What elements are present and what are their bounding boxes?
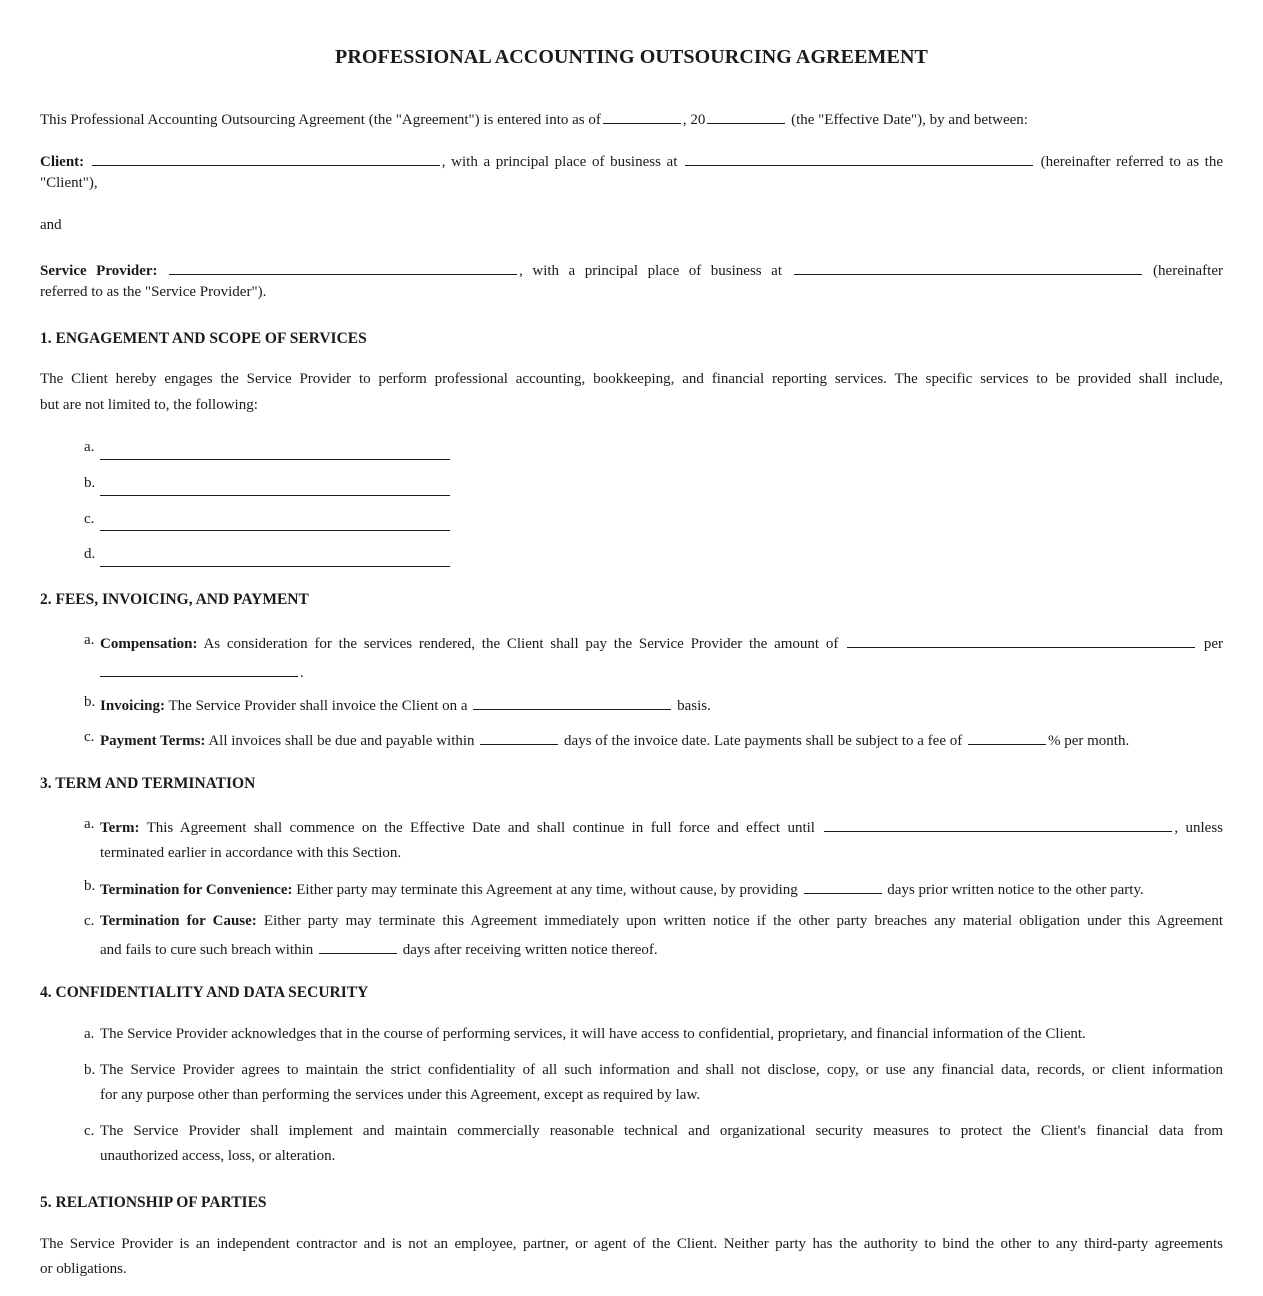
service-item-b-marker: b. xyxy=(84,475,96,491)
intro-text-3: (the "Effective Date"), by and between: xyxy=(791,112,1028,128)
termination-convenience-line xyxy=(100,874,1223,903)
compensation-per: per xyxy=(1203,636,1224,652)
termination-cause-label: Termination for Cause: xyxy=(100,913,257,929)
client-name-blank[interactable] xyxy=(92,146,440,166)
compensation-label: Compensation: xyxy=(100,636,198,652)
termination-cause-line-1 xyxy=(100,909,1223,934)
confidentiality-item-c xyxy=(84,1119,1223,1169)
compensation-marker: a. xyxy=(84,632,95,648)
term-marker: a. xyxy=(84,816,95,832)
invoicing-marker: b. xyxy=(84,694,96,710)
termination-convenience-text-1: Either party may terminate this Agreement at any time, without cause, by providing xyxy=(296,882,798,898)
invoicing-text: The Service Provider shall invoice the Client on a xyxy=(168,698,468,714)
termination-cause-marker: c. xyxy=(84,913,95,929)
compensation-text: As consideration for the services rendered, the Client shall pay the Service Provider the amount of xyxy=(203,636,839,652)
provider-text-2: (hereinafter xyxy=(1153,263,1223,279)
section-2-heading: 2. FEES, INVOICING, AND PAYMENT xyxy=(40,591,309,608)
section-1-heading: 1. ENGAGEMENT AND SCOPE OF SERVICES xyxy=(40,330,367,347)
term-end-date-blank[interactable] xyxy=(824,812,1172,832)
termination-cause-line-2 xyxy=(100,934,1223,963)
compensation-line-2 xyxy=(100,657,1223,686)
compensation-line-1 xyxy=(100,628,1223,657)
payment-days-blank[interactable] xyxy=(480,725,558,745)
effective-date-year-blank[interactable] xyxy=(707,104,785,124)
invoicing-item xyxy=(84,690,1223,719)
provider-text-1: , with a principal place of business at xyxy=(519,263,782,279)
confidentiality-b-marker: b. xyxy=(84,1062,96,1078)
client-text-1: , with a principal place of business at xyxy=(441,154,678,170)
termination-cause-text-1: Either party may terminate this Agreement immediately upon written notice if the other party breaches any material obligation under this Agreement xyxy=(263,913,1224,929)
intro-text-1: This Professional Accounting Outsourcing Agreement (the "Agreement") is entered into as of xyxy=(40,112,601,128)
confidentiality-c-line-1: The Service Provider shall implement and maintain commercially reasonable technical and organizational security measures to protect the Client's financial data from xyxy=(100,1123,1223,1139)
late-fee-percent-blank[interactable] xyxy=(968,725,1046,745)
payment-terms-text-2: days of the invoice date. Late payments shall be subject to a fee of xyxy=(564,733,963,749)
section-4-heading: 4. CONFIDENTIALITY AND DATA SECURITY xyxy=(40,984,369,1001)
service-item-d-blank[interactable] xyxy=(100,547,450,567)
document-title: PROFESSIONAL ACCOUNTING OUTSOURCING AGREEMENT xyxy=(335,46,928,68)
confidentiality-a-text: The Service Provider acknowledges that in the course of performing services, it will have access to confidential, proprietary, and financial information of the Client. xyxy=(100,1026,1086,1042)
section-5-line-1: The Service Provider is an independent contractor and is not an employee, partner, or agent of the Client. Neither party has the authority to bind the other to any third-party agreements xyxy=(40,1236,1223,1252)
service-item-a-blank[interactable] xyxy=(100,440,450,460)
confidentiality-b-line-1: The Service Provider agrees to maintain the strict confidentiality of all such information and shall not disclose, copy, or use any financial data, records, or client information xyxy=(100,1062,1223,1078)
payment-terms-label: Payment Terms: xyxy=(100,733,206,749)
payment-terms-marker: c. xyxy=(84,729,95,745)
termination-cause-item xyxy=(84,909,1223,963)
invoicing-line xyxy=(100,690,1223,719)
confidentiality-c-marker: c. xyxy=(84,1123,95,1139)
termination-cause-text-2: and fails to cure such breach within xyxy=(100,942,314,958)
provider-line-2: referred to as the "Service Provider"). xyxy=(40,284,267,300)
term-line-1 xyxy=(100,812,1223,841)
payment-terms-text-3: % per month. xyxy=(1047,733,1130,749)
confidentiality-b-line-2: for any purpose other than performing the services under this Agreement, except as required by law. xyxy=(100,1087,701,1103)
service-item-c-marker: c. xyxy=(84,511,95,527)
invoicing-end: basis. xyxy=(677,698,711,714)
service-item-d-marker: d. xyxy=(84,546,96,562)
compensation-period-blank[interactable] xyxy=(100,657,298,677)
compensation-amount-blank[interactable] xyxy=(847,628,1195,648)
payment-terms-item xyxy=(84,725,1223,754)
client-address-blank[interactable] xyxy=(685,146,1033,166)
provider-name-blank[interactable] xyxy=(169,255,517,275)
payment-terms-line xyxy=(100,725,1223,754)
compensation-item xyxy=(84,628,1223,686)
intro-paragraph xyxy=(40,104,1223,133)
and-text: and xyxy=(40,217,62,233)
term-label: Term: xyxy=(100,820,140,836)
client-label: Client: xyxy=(40,154,85,170)
section-3-heading: 3. TERM AND TERMINATION xyxy=(40,775,256,792)
term-item xyxy=(84,812,1223,866)
termination-convenience-label: Termination for Convenience: xyxy=(100,882,293,898)
confidentiality-a-marker: a. xyxy=(84,1026,95,1042)
intro-text-2: , 20 xyxy=(682,112,706,128)
section-1-para-line-1: The Client hereby engages the Service Provider to perform professional accounting, bookkeeping, and financial reporting services. The specific services to be provided shall include, xyxy=(40,371,1223,387)
effective-date-day-blank[interactable] xyxy=(603,104,681,124)
service-item-b-blank[interactable] xyxy=(100,476,450,496)
payment-terms-text-1: All invoices shall be due and payable within xyxy=(208,733,475,749)
confidentiality-item-a xyxy=(84,1022,1223,1047)
cure-days-blank[interactable] xyxy=(319,934,397,954)
term-text-1: This Agreement shall commence on the Effective Date and shall continue in full force and effect until xyxy=(146,820,815,836)
notice-days-blank[interactable] xyxy=(804,874,882,894)
service-item-a-marker: a. xyxy=(84,439,95,455)
section-5-line-2: or obligations. xyxy=(40,1261,127,1277)
invoicing-frequency-blank[interactable] xyxy=(473,690,671,710)
term-line-2: terminated earlier in accordance with this Section. xyxy=(100,845,402,861)
confidentiality-c-line-2: unauthorized access, loss, or alteration. xyxy=(100,1148,336,1164)
client-text-2: (hereinafter referred to as the xyxy=(1040,154,1223,170)
provider-label: Service Provider: xyxy=(40,263,158,279)
section-5-heading: 5. RELATIONSHIP OF PARTIES xyxy=(40,1194,267,1211)
term-text-2: , unless xyxy=(1174,820,1224,836)
confidentiality-item-b xyxy=(84,1058,1223,1108)
termination-convenience-text-2: days prior written notice to the other party. xyxy=(887,882,1144,898)
provider-address-blank[interactable] xyxy=(794,255,1142,275)
section-1-para-line-2: but are not limited to, the following: xyxy=(40,397,258,413)
invoicing-label: Invoicing: xyxy=(100,698,166,714)
termination-convenience-item xyxy=(84,874,1223,903)
termination-cause-text-3: days after receiving written notice thereof. xyxy=(402,942,658,958)
compensation-end: . xyxy=(300,665,304,681)
client-line-2: "Client"), xyxy=(40,175,98,191)
service-item-c-blank[interactable] xyxy=(100,511,450,531)
termination-convenience-marker: b. xyxy=(84,878,96,894)
